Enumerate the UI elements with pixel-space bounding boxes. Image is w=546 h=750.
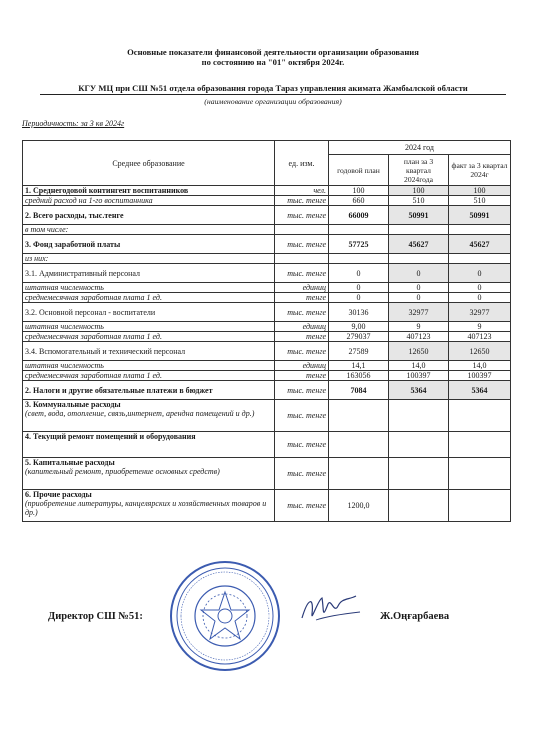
row-annual-value	[329, 400, 389, 432]
row-name	[23, 381, 275, 400]
row-fact-value: 14,0	[449, 361, 511, 371]
row-name-text: 6. Прочие расходы	[25, 490, 92, 499]
row-unit: тенге	[275, 371, 329, 381]
table-row	[23, 303, 511, 322]
row-annual-value	[329, 458, 389, 490]
header-col-name: Среднее образование	[23, 141, 275, 186]
row-plan-value: 45627	[389, 235, 449, 254]
row-unit: тыс. тенге	[275, 196, 329, 206]
row-name	[23, 235, 275, 254]
row-annual-value	[329, 432, 389, 458]
table-row	[23, 371, 511, 381]
row-plan-value	[389, 490, 449, 522]
row-fact-value: 100	[449, 186, 511, 196]
header-col-fact: факт за 3 квартал 2024г	[449, 155, 511, 186]
row-plan-value: 0	[389, 283, 449, 293]
row-fact-value	[449, 400, 511, 432]
row-name	[23, 371, 275, 381]
row-unit	[275, 254, 329, 264]
row-name-text: средний расход на 1-го воспитанника	[25, 196, 153, 205]
row-name-note: (свет, вода, отопление, связь,интернет, арендна помещений и др.)	[25, 409, 255, 418]
row-name-text: 3. Фонд заработной платы	[25, 239, 121, 249]
row-plan-value: 32977	[389, 303, 449, 322]
row-name	[23, 400, 275, 432]
row-name-text: 2. Всего расходы, тыс.тенге	[25, 210, 124, 220]
row-plan-value: 12650	[389, 342, 449, 361]
row-name	[23, 361, 275, 371]
row-name	[23, 196, 275, 206]
row-name-text: среднемесячная заработная плата 1 ед.	[25, 371, 162, 380]
table-row	[23, 254, 511, 264]
row-name-text: штатная численность	[25, 361, 104, 370]
row-annual-value: 279037	[329, 332, 389, 342]
row-name-text: 1. Среднегодовой контингент воспитанников	[25, 186, 189, 195]
row-fact-value: 50991	[449, 206, 511, 225]
row-name-text: штатная численность	[25, 283, 104, 292]
table-row	[23, 432, 511, 458]
header-col-unit: ед. изм.	[275, 141, 329, 186]
row-unit: единиц	[275, 361, 329, 371]
row-unit: тыс. тенге	[275, 400, 329, 432]
row-annual-value: 660	[329, 196, 389, 206]
row-unit: тыс. тенге	[275, 303, 329, 322]
row-name-text: 3.4. Вспомогательный и технический персонал	[25, 346, 186, 356]
row-name-text: в том числе:	[25, 225, 69, 234]
row-plan-value: 9	[389, 322, 449, 332]
table-row	[23, 361, 511, 371]
row-plan-value: 0	[389, 264, 449, 283]
official-seal-icon	[169, 560, 281, 672]
table-row	[23, 342, 511, 361]
row-plan-value	[389, 400, 449, 432]
row-fact-value: 32977	[449, 303, 511, 322]
row-unit: единиц	[275, 283, 329, 293]
row-unit: тыс. тенге	[275, 381, 329, 400]
table-body	[23, 186, 511, 522]
row-annual-value: 66009	[329, 206, 389, 225]
table-row	[23, 490, 511, 522]
financial-table	[22, 140, 511, 522]
row-name	[23, 322, 275, 332]
row-name-note: (капительный ремонт, приобретение основных средств)	[25, 467, 220, 476]
row-annual-value: 0	[329, 283, 389, 293]
row-fact-value	[449, 254, 511, 264]
director-label: Директор СШ №51:	[48, 611, 143, 622]
row-name-text: 3.2. Основной персонал - воспитатели	[25, 307, 156, 317]
row-unit	[275, 225, 329, 235]
row-fact-value: 12650	[449, 342, 511, 361]
row-name	[23, 225, 275, 235]
row-fact-value	[449, 490, 511, 522]
row-fact-value: 9	[449, 322, 511, 332]
table-row	[23, 332, 511, 342]
row-annual-value	[329, 254, 389, 264]
row-name-text: 4. Текущий ремонт помещений и оборудования	[25, 432, 196, 441]
row-name	[23, 342, 275, 361]
periodicity: Периодичность: за 3 кв 2024г	[22, 119, 125, 128]
table-row	[23, 400, 511, 432]
header-year: 2024 год	[329, 141, 511, 155]
row-name-text: среднемесячная заработная плата 1 ед.	[25, 332, 162, 341]
row-name	[23, 458, 275, 490]
row-fact-value: 407123	[449, 332, 511, 342]
row-annual-value: 0	[329, 264, 389, 283]
row-annual-value: 9,00	[329, 322, 389, 332]
table-row	[23, 283, 511, 293]
row-unit: тыс. тенге	[275, 206, 329, 225]
table-row	[23, 264, 511, 283]
row-annual-value: 30136	[329, 303, 389, 322]
row-name-text: 5. Капитальные расходы	[25, 458, 115, 467]
row-unit: тыс. тенге	[275, 490, 329, 522]
row-name	[23, 432, 275, 458]
row-unit: единиц	[275, 322, 329, 332]
row-annual-value: 1200,0	[329, 490, 389, 522]
table-row	[23, 381, 511, 400]
table-row	[23, 186, 511, 196]
row-unit: тыс. тенге	[275, 342, 329, 361]
row-plan-value: 5364	[389, 381, 449, 400]
row-plan-value	[389, 458, 449, 490]
row-name	[23, 254, 275, 264]
row-fact-value: 100397	[449, 371, 511, 381]
row-name-text: штатная численность	[25, 322, 104, 331]
table-row	[23, 458, 511, 490]
row-annual-value: 7084	[329, 381, 389, 400]
row-plan-value: 50991	[389, 206, 449, 225]
row-fact-value: 0	[449, 293, 511, 303]
row-plan-value: 510	[389, 196, 449, 206]
row-fact-value	[449, 458, 511, 490]
table-row	[23, 293, 511, 303]
row-name-text: среднемесячная заработная плата 1 ед.	[25, 293, 162, 302]
row-plan-value	[389, 254, 449, 264]
row-unit: тыс. тенге	[275, 458, 329, 490]
row-plan-value: 100397	[389, 371, 449, 381]
row-unit: тыс. тенге	[275, 432, 329, 458]
row-annual-value	[329, 225, 389, 235]
row-plan-value: 0	[389, 293, 449, 303]
row-name	[23, 303, 275, 322]
row-annual-value: 0	[329, 293, 389, 303]
row-name	[23, 206, 275, 225]
row-unit: тыс. тенге	[275, 235, 329, 254]
row-name-text: 3.1. Административный персонал	[25, 268, 141, 278]
row-plan-value: 407123	[389, 332, 449, 342]
document-title-line2: по состоянию на "01" октября 2024г.	[201, 57, 345, 67]
row-fact-value: 0	[449, 283, 511, 293]
row-name	[23, 293, 275, 303]
row-fact-value: 5364	[449, 381, 511, 400]
table-row	[23, 196, 511, 206]
row-unit: тенге	[275, 293, 329, 303]
row-plan-value	[389, 225, 449, 235]
row-name-text: из них:	[25, 254, 49, 263]
row-fact-value: 510	[449, 196, 511, 206]
row-name	[23, 264, 275, 283]
row-plan-value: 14,0	[389, 361, 449, 371]
header-col-plan: план за 3 квартал 2024года	[389, 155, 449, 186]
row-name-text: 2. Налоги и другие обязательные платежи в бюджет	[25, 385, 213, 395]
row-unit: тыс. тенге	[275, 264, 329, 283]
row-name	[23, 490, 275, 522]
row-unit: тенге	[275, 332, 329, 342]
row-fact-value	[449, 225, 511, 235]
table-row	[23, 235, 511, 254]
signature-icon	[298, 590, 368, 630]
organization-name: КГУ МЦ при СШ №51 отдела образования города Тараз управления акимата Жамбылской области	[40, 83, 506, 95]
header-col-annual: годовой план	[329, 155, 389, 186]
table-row	[23, 322, 511, 332]
row-name	[23, 332, 275, 342]
row-plan-value: 100	[389, 186, 449, 196]
table-row	[23, 206, 511, 225]
document-title-line1: Основные показатели финансовой деятельности организации образования	[127, 47, 419, 57]
organization-note: (наименование организации образования)	[204, 97, 342, 106]
row-fact-value	[449, 432, 511, 458]
row-annual-value: 100	[329, 186, 389, 196]
row-fact-value: 0	[449, 264, 511, 283]
row-name	[23, 283, 275, 293]
row-name-note: (приобретение литературы, канцелярских и хозяйственных товаров и др.)	[25, 499, 267, 517]
row-unit: чел.	[275, 186, 329, 196]
row-fact-value: 45627	[449, 235, 511, 254]
row-annual-value: 27589	[329, 342, 389, 361]
row-annual-value: 14,1	[329, 361, 389, 371]
row-name	[23, 186, 275, 196]
row-name-text: 3. Коммунальные расходы	[25, 400, 121, 409]
row-annual-value: 163056	[329, 371, 389, 381]
row-annual-value: 57725	[329, 235, 389, 254]
director-name: Ж.Оңғарбаева	[380, 611, 450, 622]
row-plan-value	[389, 432, 449, 458]
table-row	[23, 225, 511, 235]
